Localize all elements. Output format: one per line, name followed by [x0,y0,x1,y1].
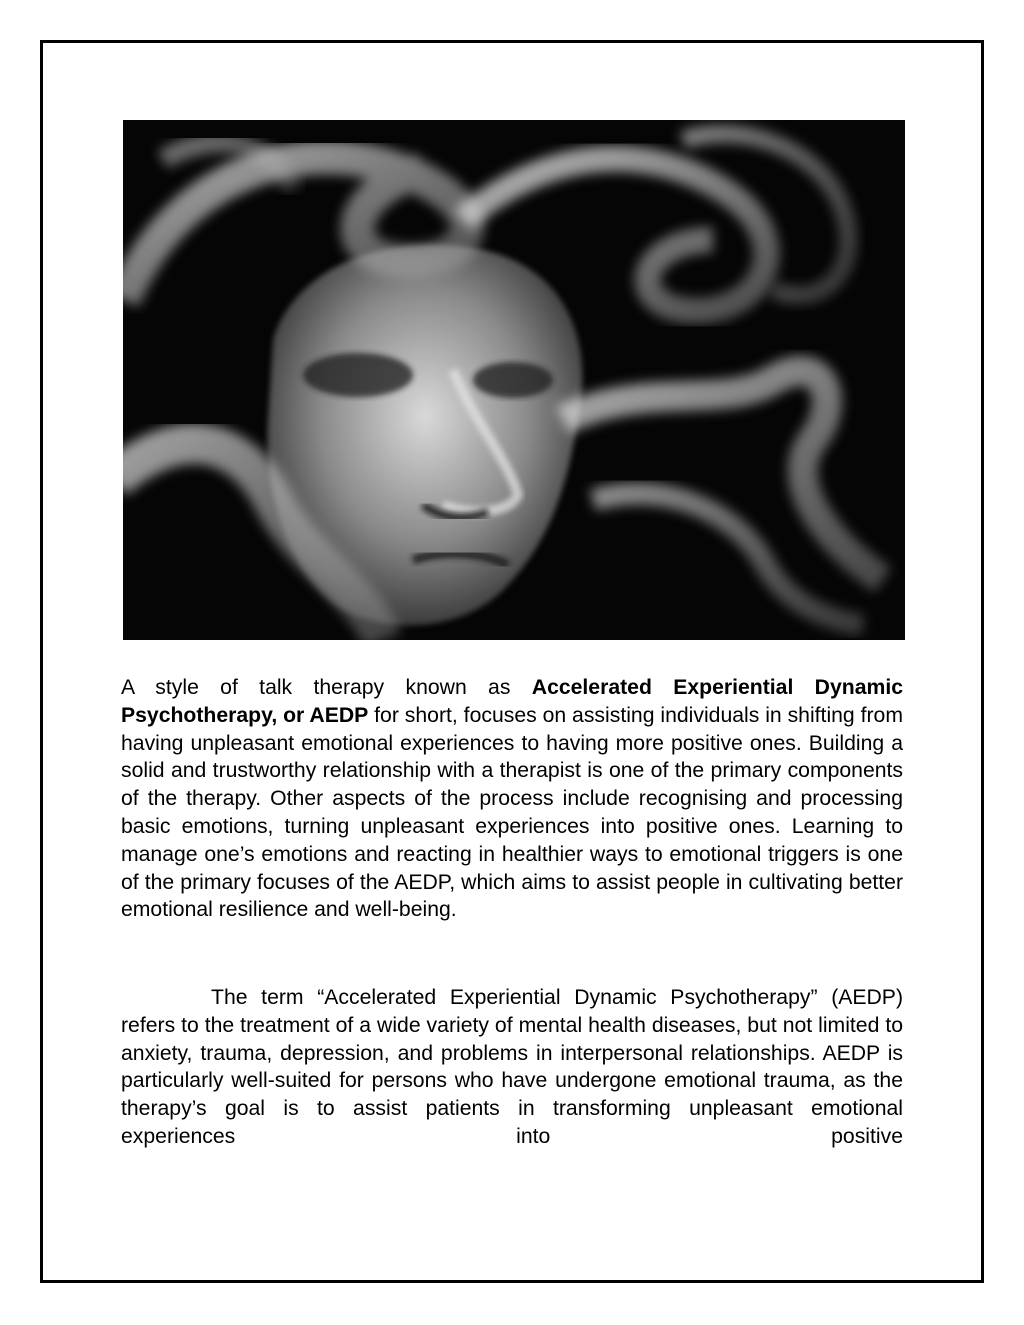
aedp-bold-term: Accelerated Experiential Dynamic Psychotherapy, or AEDP [121,676,903,727]
face-smoke-illustration [123,120,905,640]
face-smoke-image [123,120,905,640]
paragraph-1-rest: for short, focuses on assisting individuals in shifting from having unpleasant emotional experiences to having more positive ones. Building a solid and trustworthy relationship with a therapist is one of the primary components of the therapy. Other aspects of the process include recognising and processing basic emotions, turning unpleasant experiences into positive ones. Learning to manage one’s emotions and reacting in healthier ways to emotional triggers is one of the primary focuses of the AEDP, which aims to assist people in cultivating better emotional resilience and well-being. [121,703,903,922]
paragraph-1 [121,674,903,924]
paragraph-2: The term “Accelerated Experiential Dynamic Psychotherapy” (AEDP) refers to the treatment of a wide variety of mental health diseases, but not limited to anxiety, trauma, depression, and problems in interpersonal relationships. AEDP is particularly well-suited for persons who have undergone emotional trauma, as the therapy’s goal is to assist patients in transforming unpleasant emotional experiences into positive [121,986,903,1148]
paragraph-1-lead: A style of talk therapy known as [121,676,532,699]
